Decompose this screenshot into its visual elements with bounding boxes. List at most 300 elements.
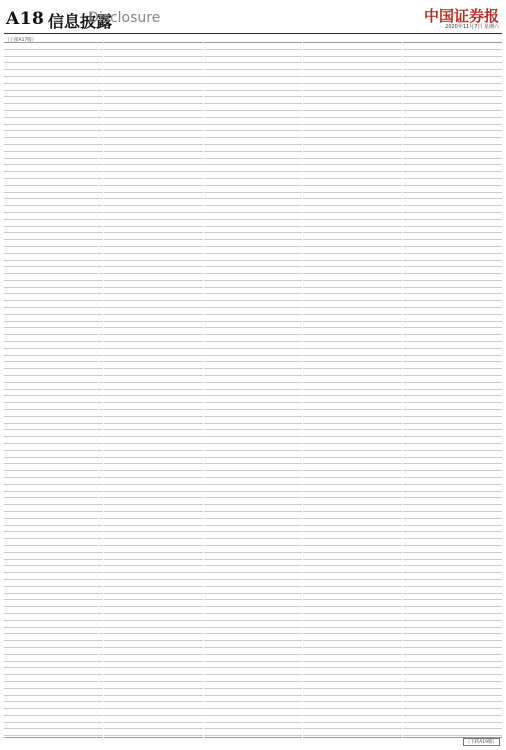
table-cell <box>433 57 479 63</box>
table-row <box>4 478 103 485</box>
table-cell <box>213 390 234 396</box>
table-cell <box>204 526 213 532</box>
table-cell <box>333 668 379 674</box>
table-cell <box>4 213 13 219</box>
table-row <box>204 159 303 166</box>
table-cell <box>333 471 379 477</box>
table-cell <box>289 342 302 348</box>
table-cell <box>480 138 489 144</box>
table-row <box>403 233 502 240</box>
table-cell <box>289 532 302 538</box>
table-cell <box>80 50 89 56</box>
table-cell <box>213 240 234 246</box>
table-cell <box>280 267 289 273</box>
table-cell <box>389 193 402 199</box>
table-cell <box>204 233 213 239</box>
table-row <box>4 492 103 499</box>
table-cell <box>213 125 234 131</box>
table-row <box>403 104 502 111</box>
table-cell <box>180 675 189 681</box>
table-cell <box>433 560 479 566</box>
table-cell <box>280 179 289 185</box>
table-cell <box>280 220 289 226</box>
table-cell <box>4 138 13 144</box>
table-cell <box>380 165 389 171</box>
table-cell <box>204 91 213 97</box>
table-cell <box>280 274 289 280</box>
table-row <box>204 682 303 689</box>
table-cell <box>234 458 280 464</box>
table-cell <box>389 165 402 171</box>
table-cell <box>113 50 134 56</box>
table-cell <box>13 179 34 185</box>
table-cell <box>433 729 479 735</box>
table-cell <box>303 410 312 416</box>
table-cell <box>180 179 189 185</box>
table-row <box>4 539 103 546</box>
table-cell <box>480 70 489 76</box>
table-row <box>303 648 402 655</box>
table-row <box>4 689 103 696</box>
table-row <box>303 261 402 268</box>
table-cell <box>204 362 213 368</box>
table-cell <box>433 512 479 518</box>
table-cell <box>313 532 334 538</box>
table-cell <box>389 594 402 600</box>
table-cell <box>289 131 302 137</box>
table-cell <box>134 356 180 362</box>
table-cell <box>380 444 389 450</box>
table-cell <box>4 43 13 49</box>
table-cell <box>289 362 302 368</box>
table-cell <box>104 492 113 498</box>
table-cell <box>480 362 489 368</box>
table-row <box>303 179 402 186</box>
table-cell <box>13 70 34 76</box>
table-row <box>303 43 402 50</box>
table-cell <box>34 682 80 688</box>
table-row <box>104 702 203 709</box>
table-cell <box>413 342 434 348</box>
table-row <box>403 179 502 186</box>
table-cell <box>213 437 234 443</box>
table-cell <box>403 179 412 185</box>
table-row <box>204 451 303 458</box>
newspaper-logo: 中国证券报 <box>423 7 499 25</box>
table-cell <box>180 696 189 702</box>
table-cell <box>403 315 412 321</box>
table-cell <box>480 294 489 300</box>
table-cell <box>180 186 189 192</box>
table-cell <box>34 594 80 600</box>
table-cell <box>90 294 103 300</box>
table-row <box>403 77 502 84</box>
table-cell <box>90 553 103 559</box>
table-row <box>4 430 103 437</box>
table-row <box>204 294 303 301</box>
table-cell <box>389 97 402 103</box>
table-cell <box>380 118 389 124</box>
table-cell <box>389 471 402 477</box>
table-cell <box>380 648 389 654</box>
table-cell <box>380 566 389 572</box>
table-cell <box>234 186 280 192</box>
table-row <box>403 267 502 274</box>
table-cell <box>480 152 489 158</box>
table-cell <box>480 254 489 260</box>
table-cell <box>333 512 379 518</box>
table-row <box>4 186 103 193</box>
table-cell <box>489 247 502 253</box>
table-row <box>104 179 203 186</box>
table-row <box>204 145 303 152</box>
table-cell <box>204 492 213 498</box>
table-row <box>104 104 203 111</box>
table-cell <box>34 383 80 389</box>
table-cell <box>204 634 213 640</box>
table-cell <box>280 648 289 654</box>
table-cell <box>104 145 113 151</box>
table-cell <box>280 526 289 532</box>
table-cell <box>90 308 103 314</box>
table-cell <box>113 362 134 368</box>
table-cell <box>413 125 434 131</box>
table-row <box>303 729 402 736</box>
table-cell <box>13 227 34 233</box>
table-cell <box>234 104 280 110</box>
table-cell <box>333 464 379 470</box>
table-cell <box>204 519 213 525</box>
table-cell <box>180 424 189 430</box>
table-cell <box>380 199 389 205</box>
table-cell <box>413 165 434 171</box>
table-cell <box>234 131 280 137</box>
table-cell <box>489 539 502 545</box>
table-cell <box>90 227 103 233</box>
table-cell <box>204 580 213 586</box>
table-cell <box>403 213 412 219</box>
table-cell <box>289 600 302 606</box>
table-cell <box>280 478 289 484</box>
table-cell <box>190 396 203 402</box>
table-cell <box>403 430 412 436</box>
table-cell <box>134 424 180 430</box>
table-cell <box>333 546 379 552</box>
table-cell <box>289 519 302 525</box>
table-cell <box>303 464 312 470</box>
table-cell <box>413 233 434 239</box>
table-row <box>104 376 203 383</box>
table-cell <box>389 199 402 205</box>
table-cell <box>313 172 334 178</box>
table-cell <box>4 349 13 355</box>
table-cell <box>480 702 489 708</box>
table-cell <box>4 376 13 382</box>
table-cell <box>280 186 289 192</box>
table-row <box>403 437 502 444</box>
table-cell <box>90 97 103 103</box>
table-cell <box>90 655 103 661</box>
table-cell <box>80 274 89 280</box>
table-cell <box>234 193 280 199</box>
table-cell <box>313 655 334 661</box>
table-cell <box>403 308 412 314</box>
table-cell <box>213 614 234 620</box>
table-cell <box>113 696 134 702</box>
table-cell <box>90 492 103 498</box>
table-row <box>4 376 103 383</box>
table-cell <box>234 641 280 647</box>
table-cell <box>489 356 502 362</box>
table-cell <box>389 587 402 593</box>
table-cell <box>389 84 402 90</box>
table-cell <box>213 668 234 674</box>
table-cell <box>380 696 389 702</box>
table-cell <box>480 131 489 137</box>
table-cell <box>13 193 34 199</box>
table-cell <box>289 104 302 110</box>
table-row <box>104 145 203 152</box>
table-cell <box>480 580 489 586</box>
table-cell <box>333 145 379 151</box>
table-cell <box>433 641 479 647</box>
table-cell <box>90 233 103 239</box>
table-cell <box>313 335 334 341</box>
table-cell <box>234 696 280 702</box>
table-cell <box>4 723 13 729</box>
table-cell <box>313 662 334 668</box>
table-cell <box>433 349 479 355</box>
table-cell <box>313 152 334 158</box>
table-cell <box>489 512 502 518</box>
table-cell <box>480 199 489 205</box>
table-cell <box>134 437 180 443</box>
table-cell <box>380 145 389 151</box>
table-cell <box>90 641 103 647</box>
table-cell <box>213 193 234 199</box>
table-cell <box>289 587 302 593</box>
table-cell <box>190 301 203 307</box>
table-row <box>104 369 203 376</box>
table-cell <box>180 573 189 579</box>
table-cell <box>4 227 13 233</box>
table-cell <box>489 383 502 389</box>
table-cell <box>489 233 502 239</box>
table-cell <box>80 492 89 498</box>
table-row <box>303 451 402 458</box>
table-cell <box>413 696 434 702</box>
table-cell <box>380 308 389 314</box>
table-cell <box>280 668 289 674</box>
table-cell <box>389 240 402 246</box>
table-cell <box>34 328 80 334</box>
table-cell <box>280 193 289 199</box>
table-row <box>4 206 103 213</box>
table-row <box>303 193 402 200</box>
table-cell <box>4 662 13 668</box>
table-cell <box>34 267 80 273</box>
table-cell <box>303 723 312 729</box>
table-cell <box>333 322 379 328</box>
table-cell <box>289 390 302 396</box>
table-cell <box>303 641 312 647</box>
table-cell <box>4 648 13 654</box>
table-row <box>403 458 502 465</box>
table-cell <box>289 723 302 729</box>
table-cell <box>333 634 379 640</box>
table-cell <box>280 369 289 375</box>
table-cell <box>213 424 234 430</box>
table-row <box>204 308 303 315</box>
table-cell <box>313 308 334 314</box>
table-cell <box>413 152 434 158</box>
table-row <box>403 125 502 132</box>
table-cell <box>433 628 479 634</box>
table-row <box>104 199 203 206</box>
table-row <box>403 689 502 696</box>
table-cell <box>4 152 13 158</box>
table-row <box>104 451 203 458</box>
table-cell <box>380 662 389 668</box>
table-cell <box>380 614 389 620</box>
table-cell <box>113 702 134 708</box>
table-row <box>204 702 303 709</box>
table-cell <box>303 580 312 586</box>
table-row <box>204 478 303 485</box>
table-cell <box>13 111 34 117</box>
table-cell <box>234 634 280 640</box>
table-cell <box>234 179 280 185</box>
table-cell <box>403 294 412 300</box>
table-cell <box>389 723 402 729</box>
table-cell <box>333 498 379 504</box>
table-cell <box>389 376 402 382</box>
table-cell <box>90 682 103 688</box>
table-cell <box>333 131 379 137</box>
table-cell <box>134 186 180 192</box>
table-cell <box>280 254 289 260</box>
table-cell <box>489 328 502 334</box>
table-cell <box>234 471 280 477</box>
table-cell <box>433 165 479 171</box>
table-cell <box>90 145 103 151</box>
table-row <box>303 274 402 281</box>
table-cell <box>389 607 402 613</box>
table-cell <box>213 573 234 579</box>
table-cell <box>313 451 334 457</box>
table-cell <box>213 233 234 239</box>
table-cell <box>289 111 302 117</box>
table-cell <box>413 308 434 314</box>
table-row <box>104 621 203 628</box>
table-cell <box>234 199 280 205</box>
table-cell <box>289 125 302 131</box>
table-cell <box>134 193 180 199</box>
table-cell <box>113 281 134 287</box>
table-cell <box>34 505 80 511</box>
table-row <box>104 315 203 322</box>
table-cell <box>90 526 103 532</box>
table-cell <box>13 267 34 273</box>
table-row <box>403 662 502 669</box>
table-cell <box>380 553 389 559</box>
table-cell <box>213 254 234 260</box>
table-row <box>403 131 502 138</box>
table-cell <box>380 451 389 457</box>
table-cell <box>303 301 312 307</box>
table-row <box>204 662 303 669</box>
table-cell <box>104 97 113 103</box>
table-cell <box>204 641 213 647</box>
table-cell <box>234 689 280 695</box>
table-cell <box>480 206 489 212</box>
table-cell <box>389 478 402 484</box>
table-cell <box>80 125 89 131</box>
table-cell <box>389 125 402 131</box>
table-cell <box>204 315 213 321</box>
table-cell <box>13 621 34 627</box>
table-cell <box>333 444 379 450</box>
table-cell <box>190 213 203 219</box>
table-cell <box>313 179 334 185</box>
table-cell <box>333 315 379 321</box>
table-cell <box>480 193 489 199</box>
table-cell <box>313 159 334 165</box>
table-cell <box>90 240 103 246</box>
table-cell <box>190 376 203 382</box>
table-cell <box>80 172 89 178</box>
table-row <box>204 390 303 397</box>
table-cell <box>180 403 189 409</box>
table-row <box>4 220 103 227</box>
table-cell <box>380 655 389 661</box>
table-cell <box>80 138 89 144</box>
table-cell <box>489 43 502 49</box>
table-cell <box>489 70 502 76</box>
table-cell <box>433 227 479 233</box>
table-cell <box>403 274 412 280</box>
table-cell <box>4 628 13 634</box>
table-cell <box>389 560 402 566</box>
table-cell <box>403 539 412 545</box>
table-cell <box>313 410 334 416</box>
table-cell <box>333 63 379 69</box>
table-row <box>204 281 303 288</box>
table-cell <box>204 138 213 144</box>
table-row <box>104 301 203 308</box>
table-cell <box>13 362 34 368</box>
table-row <box>104 424 203 431</box>
table-cell <box>204 621 213 627</box>
table-cell <box>90 125 103 131</box>
table-cell <box>280 580 289 586</box>
table-cell <box>134 634 180 640</box>
table-row <box>204 288 303 295</box>
table-cell <box>489 458 502 464</box>
table-row <box>104 587 203 594</box>
date-line: 2020年11月7日 星期六 <box>445 24 499 30</box>
table-cell <box>90 532 103 538</box>
table-row <box>303 437 402 444</box>
table-cell <box>333 390 379 396</box>
table-cell <box>280 57 289 63</box>
table-cell <box>113 97 134 103</box>
table-cell <box>413 580 434 586</box>
table-row <box>104 362 203 369</box>
table-cell <box>190 505 203 511</box>
table-row <box>104 261 203 268</box>
table-cell <box>34 573 80 579</box>
